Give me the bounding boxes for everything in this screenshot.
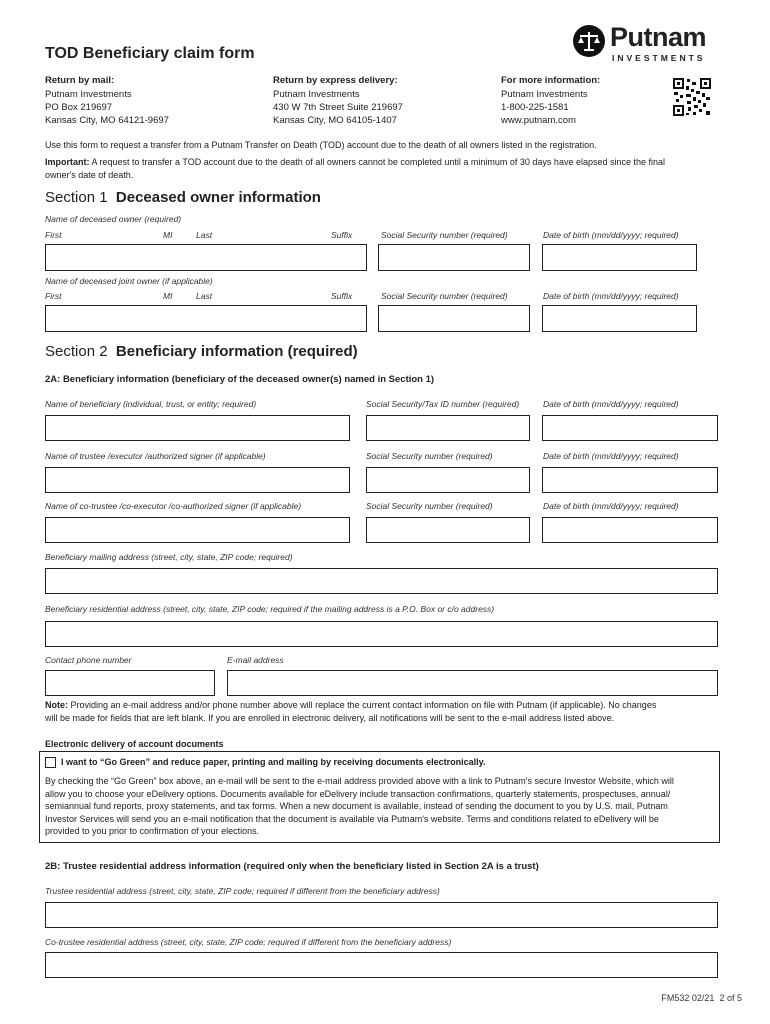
trustee-dob-label: Date of birth (mm/dd/yyyy; required) [543, 451, 679, 461]
info-line: Putnam Investments [501, 89, 588, 100]
important-label: Important: [45, 157, 90, 167]
owner-suffix-label: Suffix [331, 230, 353, 240]
important-line2: owner's date of death. [45, 169, 134, 180]
section2-heading [45, 343, 358, 360]
edelivery-line: provided to you prior to confirmation of your elections. [45, 826, 260, 836]
mail-line: Putnam Investments [45, 89, 132, 100]
residential-address-field[interactable] [45, 621, 718, 647]
joint-first-label: First [45, 291, 62, 301]
contact-info [501, 75, 600, 127]
owner-dob-field[interactable] [542, 244, 697, 271]
section1-number: Section 1 [45, 189, 108, 206]
important-line1: A request to transfer a TOD account due to the death of all owners cannot be completed until a minimum of 30 days have elapsed since the final [89, 157, 666, 167]
beneficiary-dob-label: Date of birth (mm/dd/yyyy; required) [543, 399, 679, 409]
owner-last-label: Last [196, 230, 213, 240]
mailing-address-label: Beneficiary mailing address (street, city, state, ZIP code; required) [45, 552, 293, 562]
edelivery-text [45, 775, 717, 838]
info-line: 1-800-225-1581 [501, 102, 569, 113]
scales-of-justice-icon [572, 24, 606, 58]
joint-name-field[interactable] [45, 305, 367, 332]
express-line: 430 W 7th Street Suite 219697 [273, 102, 403, 113]
page-number: 2 of 5 [719, 993, 742, 1003]
cotrustee-address-field[interactable] [45, 952, 718, 978]
form-code: FM532 02/21 [661, 993, 715, 1003]
express-heading: Return by express delivery: [273, 75, 398, 86]
cotrustee-name-field[interactable] [45, 517, 350, 543]
mail-line: PO Box 219697 [45, 102, 113, 113]
cotrustee-ssn-field[interactable] [366, 517, 530, 543]
important-note [45, 156, 725, 181]
trustee-name-field[interactable] [45, 467, 350, 493]
joint-mi-label: MI [163, 291, 173, 301]
phone-label: Contact phone number [45, 655, 132, 665]
edelivery-heading: Electronic delivery of account documents [45, 739, 224, 749]
info-line: www.putnam.com [501, 115, 576, 126]
owner-mi-label: MI [163, 230, 173, 240]
logo-sub: INVESTMENTS [612, 53, 706, 63]
edelivery-line: semiannual fund reports, proxy statements, and tax forms. When a new document is available, instead of sending the document to you by U.S. mail, Putnam [45, 801, 668, 811]
mail-line: Kansas City, MO 64121-9697 [45, 115, 169, 126]
email-field[interactable] [227, 670, 718, 696]
cotrustee-address-label: Co-trustee residential address (street, city, state, ZIP code; required if different from the beneficiary address) [45, 937, 452, 947]
express-line: Kansas City, MO 64105-1407 [273, 115, 397, 126]
beneficiary-name-label: Name of beneficiary (individual, trust, or entity; required) [45, 399, 257, 409]
deceased-owner-caption: Name of deceased owner (required) [45, 214, 182, 224]
section1-heading [45, 189, 321, 206]
note-label: Note: [45, 700, 68, 710]
cotrustee-dob-label: Date of birth (mm/dd/yyyy; required) [543, 501, 679, 511]
note-line2: will be made for fields that are left blank. If you are enrolled in electronic delivery, all notifications will be sent to the e-mail address listed above. [45, 712, 615, 723]
residential-address-label: Beneficiary residential address (street, city, state, ZIP code; required if the mailing address is a P.O. Box or c/o address) [45, 604, 495, 614]
section2b-heading: 2B: Trustee residential address information (required only when the beneficiary listed in Section 2A is a trust) [45, 861, 539, 872]
logo-brand: Putnam [610, 22, 707, 52]
section2-number: Section 2 [45, 343, 108, 360]
qr-code-icon [673, 78, 711, 116]
owner-ssn-field[interactable] [378, 244, 530, 271]
beneficiary-dob-field[interactable] [542, 415, 718, 441]
section2-title: Beneficiary information (required) [115, 343, 358, 360]
joint-dob-label: Date of birth (mm/dd/yyyy; required) [543, 291, 679, 301]
cotrustee-name-label: Name of co-trustee /co-executor /co-authorized signer (if applicable) [45, 501, 302, 511]
owner-dob-label: Date of birth (mm/dd/yyyy; required) [543, 230, 679, 240]
trustee-ssn-label: Social Security number (required) [366, 451, 493, 461]
putnam-logo [572, 22, 732, 66]
cotrustee-ssn-label: Social Security number (required) [366, 501, 493, 511]
trustee-dob-field[interactable] [542, 467, 718, 493]
section2a-heading: 2A: Beneficiary information (beneficiary of the deceased owner(s) named in Section 1) [45, 374, 435, 385]
mailing-address-field[interactable] [45, 568, 718, 594]
beneficiary-ssn-label: Social Security/Tax ID number (required) [366, 399, 520, 409]
owner-first-label: First [45, 230, 62, 240]
intro-text: Use this form to request a transfer from a Putnam Transfer on Death (TOD) account due to the death of all owners listed in the registration. [45, 140, 597, 150]
joint-ssn-label: Social Security number (required) [381, 291, 508, 301]
page-footer [661, 993, 742, 1003]
go-green-label: I want to “Go Green” and reduce paper, printing and mailing by receiving documents electronically. [61, 757, 486, 767]
beneficiary-name-field[interactable] [45, 415, 350, 441]
contact-express [273, 75, 403, 127]
note-text [45, 699, 725, 724]
trustee-address-label: Trustee residential address (street, city, state, ZIP code; required if different from the beneficiary address) [45, 886, 440, 896]
trustee-name-label: Name of trustee /executor /authorized signer (if applicable) [45, 451, 266, 461]
joint-suffix-label: Suffix [331, 291, 353, 301]
joint-ssn-field[interactable] [378, 305, 530, 332]
trustee-address-field[interactable] [45, 902, 718, 928]
section1-title: Deceased owner information [115, 189, 321, 206]
form-title: TOD Beneficiary claim form [45, 45, 255, 62]
info-heading: For more information: [501, 75, 601, 86]
joint-dob-field[interactable] [542, 305, 697, 332]
edelivery-line: Investor Services will send you an e-mail notification that the document is available via Putnam's website. Terms and conditions related to eDelivery will be [45, 813, 659, 824]
mail-heading: Return by mail: [45, 75, 115, 86]
cotrustee-dob-field[interactable] [542, 517, 718, 543]
trustee-ssn-field[interactable] [366, 467, 530, 493]
beneficiary-ssn-field[interactable] [366, 415, 530, 441]
contact-mail [45, 75, 169, 127]
joint-owner-caption: Name of deceased joint owner (if applicable) [45, 276, 213, 286]
edelivery-line: By checking the “Go Green” box above, an e-mail will be sent to the e-mail address provided above with a link to Putnam's secure Investor Website, which will [45, 776, 674, 786]
email-label: E-mail address [227, 655, 284, 665]
owner-ssn-label: Social Security number (required) [381, 230, 508, 240]
express-line: Putnam Investments [273, 89, 360, 100]
note-line1: Providing an e-mail address and/or phone number above will replace the current contact information on file with Putnam (if applicable). No changes [68, 700, 657, 710]
phone-field[interactable] [45, 670, 215, 696]
joint-last-label: Last [196, 291, 213, 301]
edelivery-line: allow you to choose your eDelivery options. Documents available for eDelivery include transaction confirmations, quarterly statements, prospectuses, annual/ [45, 788, 671, 799]
owner-name-field[interactable] [45, 244, 367, 271]
go-green-checkbox[interactable] [45, 757, 56, 768]
